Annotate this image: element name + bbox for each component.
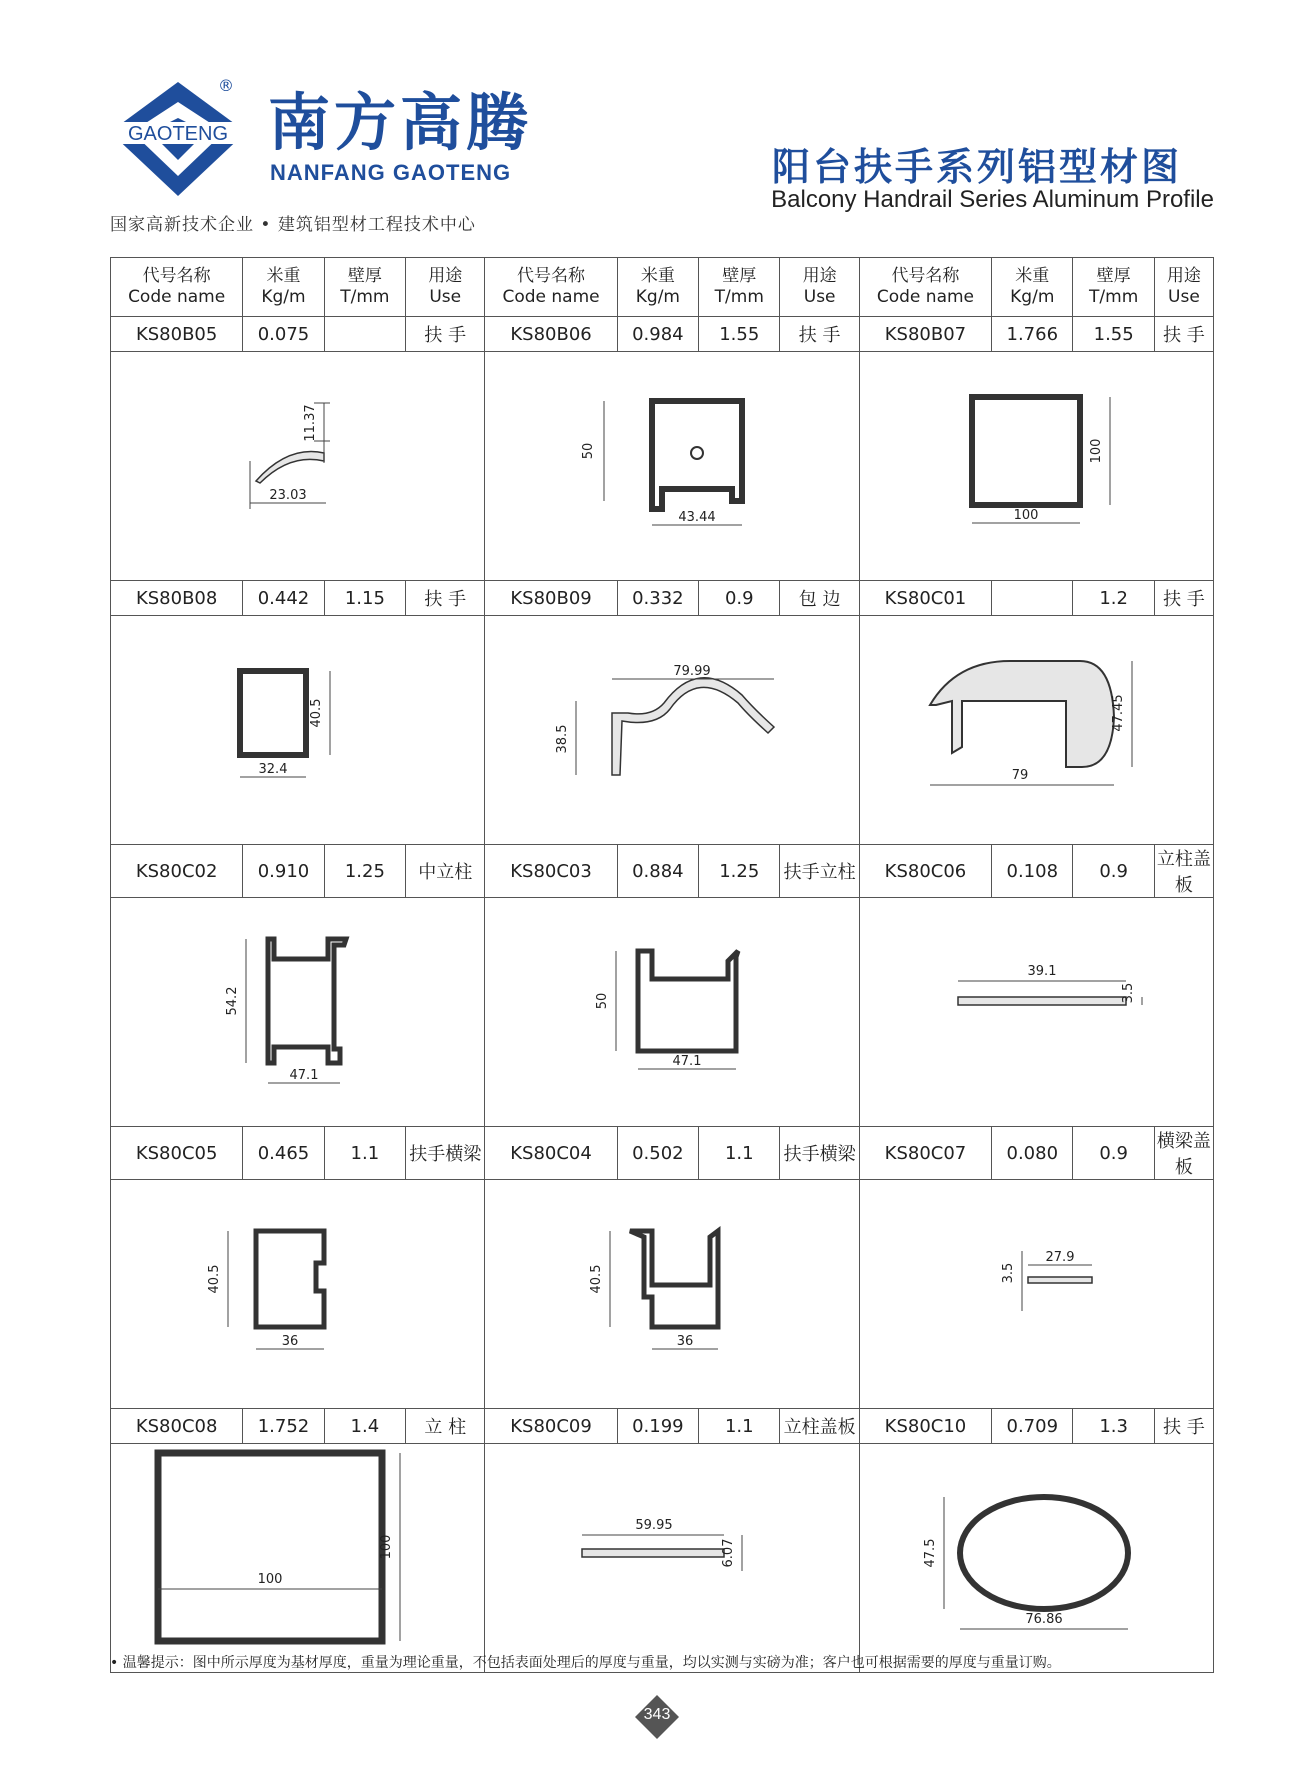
dimension-label: 100 — [378, 1534, 394, 1560]
profile-drawing-cell — [859, 352, 1213, 581]
code-cell: KS80C01 — [859, 581, 991, 616]
use-cell: 扶手横梁 — [780, 1127, 859, 1180]
dimension-label: 76.86 — [1025, 1612, 1063, 1627]
use-cell: 立柱盖板 — [780, 1409, 859, 1444]
code-cell: KS80C07 — [859, 1127, 991, 1180]
code-cell: KS80C02 — [111, 845, 243, 898]
profile-drawing-cell — [485, 1180, 859, 1409]
table-row — [111, 581, 1214, 616]
dimension-label: 3.5 — [1000, 1262, 1016, 1284]
use-cell: 横梁盖板 — [1154, 1127, 1213, 1180]
page-number: 343 — [643, 1706, 671, 1723]
code-cell: KS80C08 — [111, 1409, 243, 1444]
cover-plate-profile-icon — [860, 899, 1220, 1125]
dimension-label: 36 — [281, 1334, 298, 1349]
dimension-label: 40.5 — [206, 1264, 222, 1294]
use-cell: 立柱盖板 — [1154, 845, 1213, 898]
code-cell: KS80B07 — [859, 317, 991, 352]
thickness-cell — [324, 317, 405, 352]
weight-cell: 0.442 — [243, 581, 324, 616]
brand-tagline: 国家高新技术企业 • 建筑铝型材工程技术中心 — [110, 215, 476, 235]
thickness-cell: 1.15 — [324, 581, 405, 616]
small-cover-profile-icon — [860, 1181, 1220, 1407]
profile-drawing-cell — [859, 616, 1213, 845]
drawing-row — [111, 1180, 1214, 1409]
profile-drawing-cell — [111, 616, 485, 845]
thickness-cell: 1.4 — [324, 1409, 405, 1444]
weight-cell: 1.752 — [243, 1409, 324, 1444]
weight-cell: 0.080 — [992, 1127, 1073, 1180]
profile-drawing-cell — [859, 1444, 1213, 1673]
weight-cell: 0.984 — [617, 317, 698, 352]
thickness-cell: 1.2 — [1073, 581, 1154, 616]
weight-cell: 0.709 — [992, 1409, 1073, 1444]
handrail-cap-profile-icon — [118, 353, 478, 579]
brand-name-cn: 南方高腾 — [268, 86, 533, 159]
brand-logo-icon — [108, 80, 248, 198]
code-cell: KS80C09 — [485, 1409, 617, 1444]
dimension-label: 100 — [1088, 438, 1104, 464]
drawing-row — [111, 898, 1214, 1127]
profile-drawing-cell — [485, 616, 859, 845]
dimension-label: 32.4 — [258, 762, 288, 777]
dimension-label: 50 — [581, 442, 597, 460]
dimension-label: 47.1 — [289, 1068, 319, 1083]
header-weight: 米重 Kg/m — [243, 258, 324, 317]
dimension-label: 36 — [676, 1334, 694, 1349]
dimension-label: 11.37 — [302, 404, 318, 442]
footnote: • 温馨提示：图中所示厚度为基材厚度，重量为理论重量，不包括表面处理后的厚度与重量，均以实测与实磅为准；客户也可根据需要的厚度与重量订购。 — [110, 1655, 1061, 1671]
table-row — [111, 1409, 1214, 1444]
thickness-cell: 1.25 — [324, 845, 405, 898]
thickness-cell: 1.55 — [699, 317, 780, 352]
dimension-label: 40.5 — [589, 1264, 605, 1294]
dimension-label: 23.03 — [269, 488, 307, 503]
dimension-label: 47.1 — [672, 1054, 702, 1069]
square-tube-profile-icon — [860, 353, 1220, 579]
dimension-label: 100 — [257, 1572, 283, 1587]
code-cell: KS80C03 — [485, 845, 617, 898]
profile-drawing-cell — [485, 1444, 859, 1673]
dimension-label: 3.5 — [1120, 982, 1136, 1004]
table-row — [111, 845, 1214, 898]
profile-table — [110, 257, 1214, 1673]
code-cell: KS80C04 — [485, 1127, 617, 1180]
dimension-label: 40.5 — [308, 698, 324, 728]
h-post-profile-icon — [118, 899, 478, 1125]
edge-trim-profile-icon — [492, 617, 852, 843]
profile-drawing-cell — [111, 1180, 485, 1409]
use-cell: 扶 手 — [406, 581, 485, 616]
header-weight: 米重 Kg/m — [617, 258, 698, 317]
header-thickness: 壁厚 T/mm — [324, 258, 405, 317]
thickness-cell: 1.1 — [699, 1409, 780, 1444]
weight-cell: 0.075 — [243, 317, 324, 352]
code-cell: KS80B05 — [111, 317, 243, 352]
beam-profile-icon — [118, 1181, 478, 1407]
dimension-label: 100 — [1013, 508, 1039, 523]
large-post-profile-icon — [118, 1445, 478, 1671]
dimension-label: 38.5 — [555, 724, 571, 754]
weight-cell: 0.465 — [243, 1127, 324, 1180]
dimension-label: 79 — [1011, 768, 1029, 783]
code-cell: KS80C06 — [859, 845, 991, 898]
open-beam-profile-icon — [492, 1181, 852, 1407]
dimension-label: 27.9 — [1045, 1250, 1075, 1265]
weight-cell: 0.502 — [617, 1127, 698, 1180]
thickness-cell: 1.25 — [699, 845, 780, 898]
use-cell: 扶 手 — [780, 317, 859, 352]
code-cell: KS80B09 — [485, 581, 617, 616]
dimension-label: 43.44 — [678, 510, 716, 525]
code-cell: KS80C05 — [111, 1127, 243, 1180]
brand-name-en: NANFANG GAOTENG — [270, 160, 512, 185]
header-use: 用途 Use — [1154, 258, 1213, 317]
weight-cell: 0.199 — [617, 1409, 698, 1444]
weight-cell: 0.108 — [992, 845, 1073, 898]
dimension-label: 39.1 — [1027, 964, 1057, 979]
use-cell: 包 边 — [780, 581, 859, 616]
profile-drawing-cell — [859, 898, 1213, 1127]
page-title-cn: 阳台扶手系列铝型材图 — [771, 145, 1182, 189]
page-title-en: Balcony Handrail Series Aluminum Profile — [771, 186, 1214, 213]
drawing-row — [111, 352, 1214, 581]
drawing-row — [111, 1444, 1214, 1673]
table-header-row — [111, 258, 1214, 317]
use-cell: 扶 手 — [1154, 1409, 1213, 1444]
header-code: 代号名称 Code name — [111, 258, 243, 317]
use-cell: 扶手横梁 — [406, 1127, 485, 1180]
dimension-label: 47.45 — [1110, 694, 1126, 732]
dimension-label: 59.95 — [635, 1518, 673, 1533]
profile-drawing-cell — [485, 898, 859, 1127]
thickness-cell: 0.9 — [699, 581, 780, 616]
weight-cell: 0.910 — [243, 845, 324, 898]
rect-tube-profile-icon — [118, 617, 478, 843]
thickness-cell: 0.9 — [1073, 1127, 1154, 1180]
dimension-label: 50 — [595, 992, 611, 1010]
weight-cell: 0.884 — [617, 845, 698, 898]
rounded-handrail-profile-icon — [860, 617, 1220, 843]
table-row — [111, 317, 1214, 352]
u-post-profile-icon — [492, 899, 852, 1125]
header-use: 用途 Use — [780, 258, 859, 317]
code-cell: KS80B06 — [485, 317, 617, 352]
use-cell: 立 柱 — [406, 1409, 485, 1444]
thickness-cell: 1.3 — [1073, 1409, 1154, 1444]
logo-text: GAOTENG — [127, 123, 229, 145]
header-thickness: 壁厚 T/mm — [1073, 258, 1154, 317]
thickness-cell: 1.1 — [699, 1127, 780, 1180]
weight-cell: 1.766 — [992, 317, 1073, 352]
thickness-cell: 0.9 — [1073, 845, 1154, 898]
weight-cell: 0.332 — [617, 581, 698, 616]
header-thickness: 壁厚 T/mm — [699, 258, 780, 317]
profile-drawing-cell — [111, 352, 485, 581]
use-cell: 中立柱 — [406, 845, 485, 898]
weight-cell — [992, 581, 1073, 616]
dimension-label: 47.5 — [922, 1538, 938, 1568]
table-row — [111, 1127, 1214, 1180]
use-cell: 扶 手 — [1154, 317, 1213, 352]
header-code: 代号名称 Code name — [859, 258, 991, 317]
profile-drawing-cell — [111, 898, 485, 1127]
profile-drawing-cell — [111, 1444, 485, 1673]
dimension-label: 79.99 — [673, 664, 711, 679]
thickness-cell: 1.1 — [324, 1127, 405, 1180]
header-code: 代号名称 Code name — [485, 258, 617, 317]
channel-profile-icon — [492, 353, 852, 579]
use-cell: 扶手立柱 — [780, 845, 859, 898]
use-cell: 扶 手 — [1154, 581, 1213, 616]
profile-drawing-cell — [859, 1180, 1213, 1409]
code-cell: KS80C10 — [859, 1409, 991, 1444]
header-use: 用途 Use — [406, 258, 485, 317]
dimension-label: 54.2 — [224, 986, 240, 1016]
code-cell: KS80B08 — [111, 581, 243, 616]
profile-drawing-cell — [485, 352, 859, 581]
header-weight: 米重 Kg/m — [992, 258, 1073, 317]
oval-handrail-profile-icon — [860, 1445, 1220, 1671]
dimension-label: 6.07 — [721, 1538, 737, 1568]
drawing-row — [111, 616, 1214, 845]
registered-mark: ® — [218, 76, 234, 95]
thickness-cell: 1.55 — [1073, 317, 1154, 352]
use-cell: 扶 手 — [406, 317, 485, 352]
flat-cover-profile-icon — [492, 1445, 852, 1671]
